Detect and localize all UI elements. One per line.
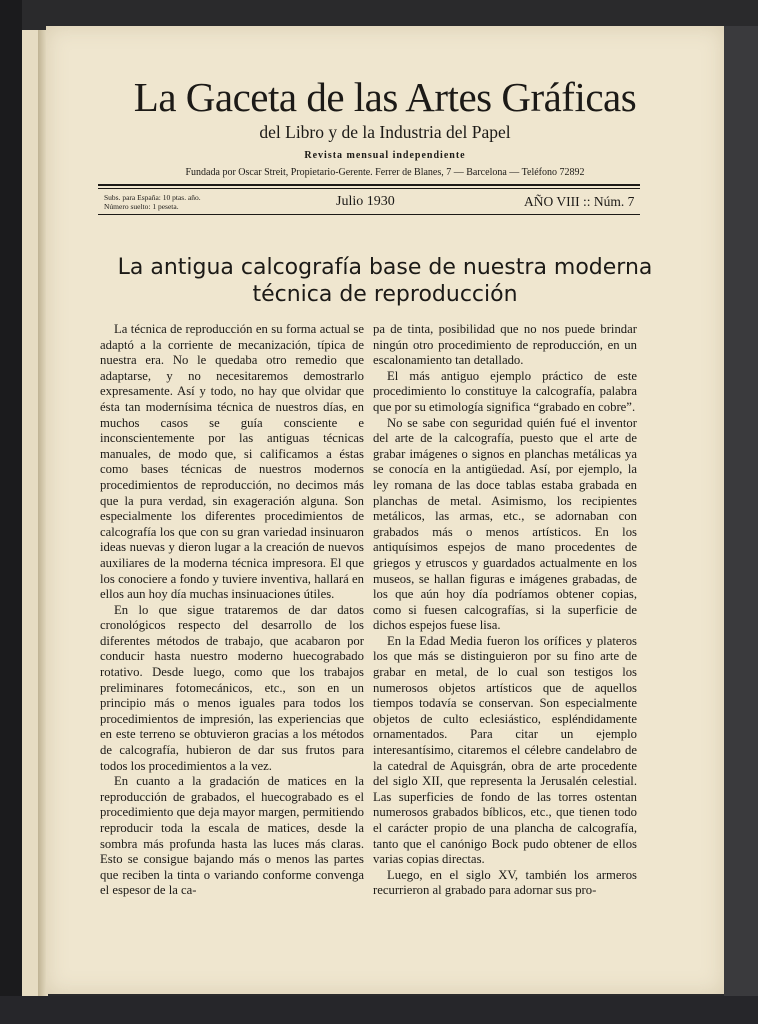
divider — [98, 188, 640, 189]
founder-line: Fundada por Oscar Streit, Propietario-Gerente. Ferrer de Blanes, 7 — Barcelona — Teléfono 72892 — [185, 167, 585, 178]
background-bottom — [0, 996, 758, 1024]
masthead-subtitle: del Libro y de la Industria del Papel — [259, 122, 511, 142]
article-title-line: técnica de reproducción — [252, 282, 518, 307]
divider — [98, 214, 640, 215]
masthead-title: La Gaceta de las Artes Gráficas — [133, 74, 637, 120]
subscription-price: Subs. para España: 10 ptas. año. — [104, 193, 201, 202]
paragraph: En la Edad Media fueron los orífices y plateros los que más se distinguieron por su fino arte de grabar en metal, de lo cual son testigos los numerosos objetos artísticos que de aquellos tiempos todavía se conservan. Son especialmente objetos de culto eclesiástico, espléndidamente ornamentados. Para citar un ejemplo interesantísimo, citaremos el célebre candelabro de la catedral de Aquisgrán, obra de arte procedente del siglo XII, que representa la Jerusalén celestial. Las superficies de fondo de las torres ostentan numerosos grabados bíblicos, etc., que tienen todo el carácter propio de una plancha de calcografía, tanto que el canónigo Bock pudo obtener de ellos varias copias directas. — [373, 633, 637, 867]
paragraph: La técnica de reproducción en su forma actual se adaptó a la corriente de mecanización, típica de nuestra era. No le quedaba otro remedio que adaptarse, y no necesitaremos demostrarlo expresamente. Así y todo, no hay que olvidar que ésta tan modernísima técnica de nuestros días, en muchos casos se guía consciente e inconscientemente por las antiguas técnicas manuales, de modo que, si calificamos a éstas como bases técnicas de nuestros modernos procedimientos de reproducción, no decimos más que la pura verdad, sin exageración alguna. Son especialmente los diferentes procedimientos de calcografía los que con su gran variedad insinuaron ideas nuevas y dieron lugar a la creación de nuevos auxiliares de la moderna técnica impresora. El que los conociere a fondo y tuviere inventiva, hallará en ellos aun hoy día muchas insinuaciones útiles. — [100, 322, 364, 602]
article-title — [46, 254, 709, 308]
issue-number: AÑO VIII :: Núm. 7 — [524, 194, 635, 209]
book-spine — [0, 0, 22, 1024]
paragraph: En cuanto a la gradación de matices en la reproducción de grabados, el huecograbado es el procedimiento que deja mayor margen, permitiendo reproducir toda la escala de matices, desde la sombra más profunda hasta las luces más claras. Esto se consigue bajando más o menos las partes que reciben la tinta o variando conforme convenga el espesor de la ca- — [100, 774, 364, 898]
masthead-tagline: Revista mensual independiente — [304, 150, 466, 161]
divider — [98, 184, 640, 186]
article-column-left — [100, 322, 364, 899]
paragraph: pa de tinta, posibilidad que no nos puede brindar ningún otro procedimiento de reproducción, en un escalonamiento tan detallado. — [373, 322, 637, 368]
single-issue-price: Número suelto: 1 peseta. — [104, 202, 179, 211]
paragraph: Luego, en el siglo XV, también los armeros recurrieron al grabado para adornar sus pro- — [373, 867, 637, 898]
paragraph: El más antiguo ejemplo práctico de este procedimiento lo constituye la calcografía, palabra que por su etimología significa “grabado en cobre”. — [373, 368, 637, 414]
paragraph: En lo que sigue trataremos de dar datos cronológicos respecto del desarrollo de los diferentes métodos de trabajo, que acabaron por conducir hasta nuestro moderno huecograbado rotativo. Desde luego, como que los trabajos preliminares fotomecánicos, etc., son en un principio más o menos iguales para todos los procedimientos de impresión, las experiencias que en este terreno se obtuvieron gracias a los métodos de calcografía, hubieron de dar sus frutos para todos los procedimientos a la vez. — [100, 602, 364, 773]
subscription-info — [104, 193, 201, 211]
magazine-page — [46, 26, 724, 994]
issue-date: Julio 1930 — [336, 194, 395, 209]
background-right — [724, 26, 758, 996]
article-title-line: La antigua calcografía base de nuestra moderna — [117, 255, 653, 280]
article-column-right — [373, 322, 637, 899]
paragraph: No se sabe con seguridad quién fué el inventor del arte de la calcografía, puesto que el arte de grabar imágenes o signos en planchas metálicas ya se conocía en la antigüedad. Así, por ejemplo, la ley romana de las doce tablas estaba grabada en planchas de metal. Asimismo, los recipientes metálicos, las armas, etc., se adornaban con grabados más o menos artísticos. En los antiquísimos espejos de mano procedentes de griegos y etruscos y guardados actualmente en los museos, se hallan figuras e imágenes grabadas, de los que aún hoy día podríamos obtener copias, como si fuesen calcografías, si la superficie de dichos espejos fuese lisa. — [373, 415, 637, 633]
